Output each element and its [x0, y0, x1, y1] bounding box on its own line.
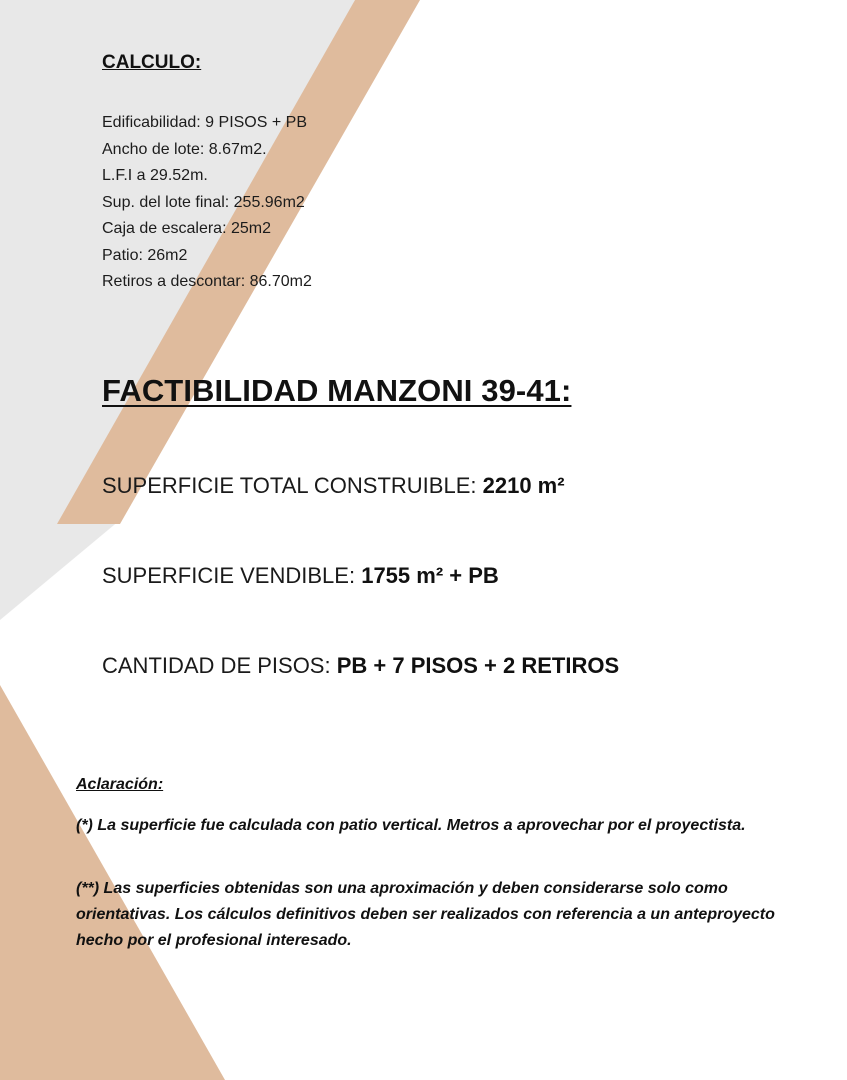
- calculo-item-patio: Patio: 26m2: [102, 246, 188, 264]
- aclaracion-note-2: (**) Las superficies obtenidas son una aproximación y deben considerarse solo como orientativas. Los cálculos definitivos deben ser realizados con referencia a un anteproyecto hecho por el profesional interesado.: [76, 880, 775, 949]
- metric-value: PB + 7 PISOS + 2 RETIROS: [336, 653, 620, 678]
- aclaracion-note-1: (*) La superficie fue calculada con patio vertical. Metros a aprovechar por el proyectista.: [76, 817, 746, 834]
- calculo-item-lfi: L.F.I a 29.52m.: [102, 167, 208, 184]
- metric-value: 2210 m²: [482, 473, 565, 498]
- metric-cantidad-pisos: [102, 653, 619, 679]
- metric-label: SUPERFICIE TOTAL CONSTRUIBLE:: [102, 473, 477, 498]
- aclaracion-heading: Aclaración:: [76, 776, 164, 793]
- metric-superficie-vendible: [102, 563, 499, 589]
- calculo-item-caja-escalera: Caja de escalera: 25m2: [102, 220, 271, 237]
- metric-label: SUPERFICIE VENDIBLE:: [102, 563, 356, 588]
- calculo-list: [102, 110, 312, 296]
- metric-superficie-total: [102, 473, 565, 499]
- calculo-item-edificabilidad: Edificabilidad: 9 PISOS + PB: [102, 114, 307, 131]
- calculo-item-retiros: Retiros a descontar: 86.70m2: [102, 273, 312, 290]
- factibilidad-title: FACTIBILIDAD MANZONI 39-41:: [102, 373, 572, 408]
- calculo-heading: CALCULO:: [102, 52, 202, 73]
- calculo-item-ancho-de-lote: Ancho de lote: 8.67m2.: [102, 140, 267, 158]
- metric-value: 1755 m² + PB: [361, 563, 499, 588]
- calculo-item-superficie-lote: Sup. del lote final: 255.96m2: [102, 193, 305, 211]
- metric-label: CANTIDAD DE PISOS:: [102, 653, 331, 678]
